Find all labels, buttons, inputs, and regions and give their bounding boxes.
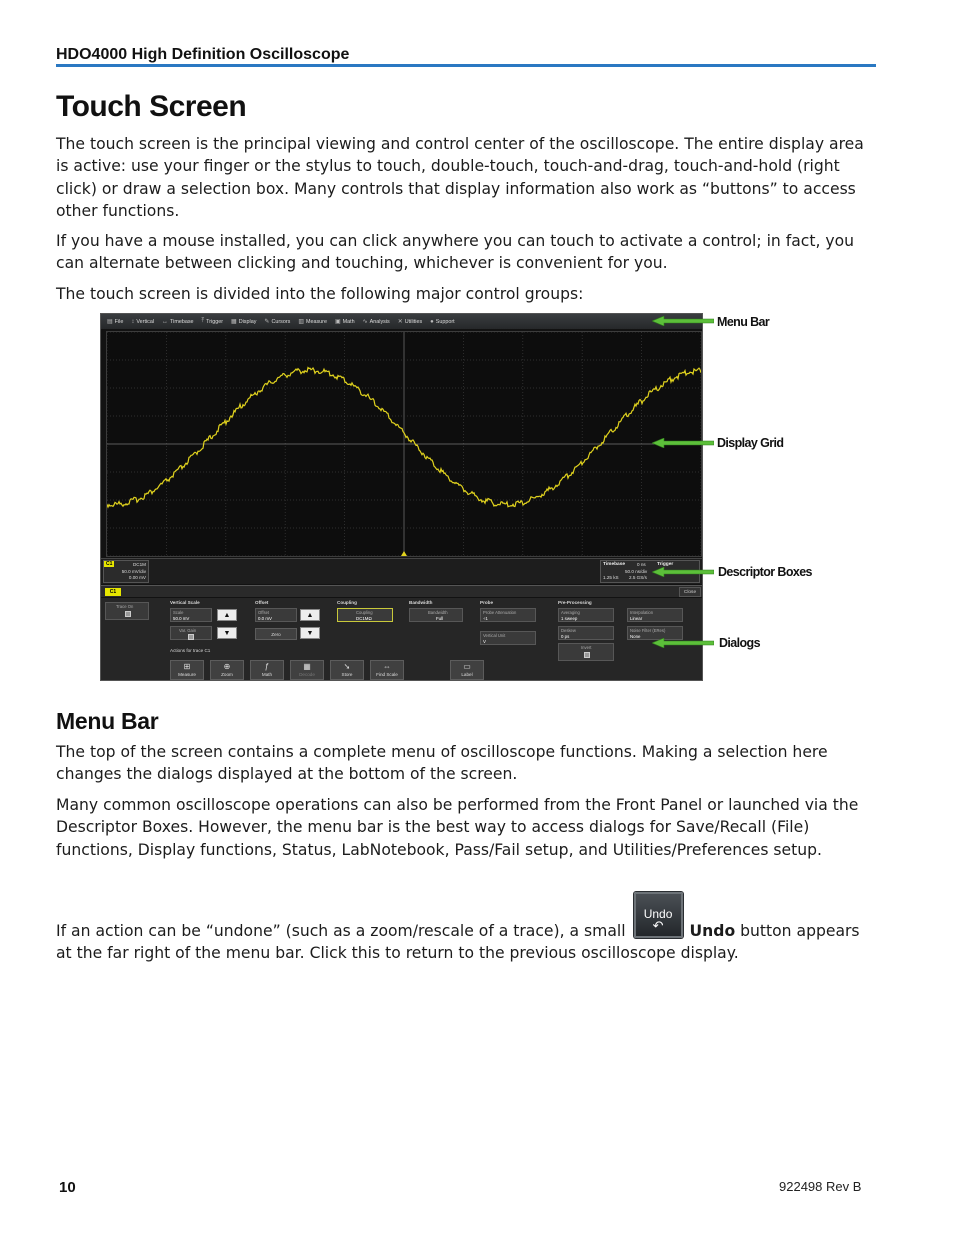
scale-label: Scale (173, 610, 184, 615)
menu-item-label: Utilities (404, 318, 423, 325)
action-find-scale-button[interactable] (370, 660, 404, 680)
callout-arrow-icon (652, 438, 714, 448)
vertical-scale-header: Vertical Scale (170, 600, 200, 605)
trace-on-toggle[interactable] (105, 602, 149, 620)
coupling-label: Coupling (356, 610, 373, 615)
menu-item-file[interactable] (103, 318, 127, 325)
action-store-button[interactable] (330, 660, 364, 680)
action-decode-icon: ▦ (303, 662, 311, 671)
menu-item-utilities[interactable] (394, 318, 426, 325)
offset-down-button[interactable]: ▼ (300, 627, 320, 639)
coupling-value: DC1MΩ (356, 616, 372, 621)
action-measure-button[interactable] (170, 660, 204, 680)
timebase-rate: 2.5 GS/s (629, 575, 647, 580)
c1-tag: C1 (106, 561, 113, 567)
vertical-icon: ↕ (131, 318, 135, 325)
menu-bar-title: Menu Bar (56, 708, 159, 734)
interpolation-value: Linear (630, 616, 643, 621)
vertical-unit-field[interactable] (480, 631, 536, 645)
trace-on-checkbox[interactable] (125, 611, 131, 617)
probe-attenuation-label: Probe Attenuation (483, 610, 517, 615)
dialog-tab-c1[interactable]: C1 (105, 588, 121, 596)
measure-icon: ▥ (298, 319, 304, 325)
action-label: Store (341, 672, 353, 677)
folder-icon: ▤ (107, 319, 113, 325)
menu-item-label: Analysis (369, 318, 390, 325)
menu-bar-paragraph-2: Many common oscilloscope operations can also be performed from the Front Panel or launched via the Descriptor Boxes. However, the menu bar is the best way to access dialogs for Save/Recall (File) functions, Display functions, Status, LabNotebook, Pass/Fail setup, and Utilities/Preferences setup. (56, 796, 859, 859)
menu-item-measure[interactable] (294, 318, 331, 325)
c1-scale: 50.0 mV/div (121, 569, 146, 574)
page-number: 10 (59, 1179, 76, 1196)
probe-header: Probe (480, 600, 494, 605)
menu-item-label: Cursors (271, 318, 291, 325)
trigger-marker-icon (401, 551, 407, 556)
var-gain-label: Var. Gain (179, 628, 197, 633)
intro-paragraph: The touch screen is the principal viewing and control center of the oscilloscope. The entire display area is active: use your finger or the stylus to touch, double-touch, touch-and-drag, touch-and-hold (right click) or draw a selection box. Many controls that display information also work as “buttons” to access other functions. (56, 135, 864, 220)
section-title: Touch Screen (56, 90, 247, 123)
trigger-label: Trigger (657, 562, 674, 567)
coupling-header: Coupling (337, 600, 357, 605)
bandwidth-value: Full (436, 616, 444, 621)
interpolation-label: Interpolation (630, 610, 654, 615)
menu-item-label: Timebase (170, 318, 194, 325)
menu-item-math[interactable] (331, 318, 359, 325)
action-label-icon: ▭ (463, 662, 471, 671)
menu-item-cursors[interactable] (260, 318, 294, 325)
vertical-unit-value: V (483, 639, 486, 644)
invert-label: Invert (581, 645, 592, 650)
invert-toggle[interactable] (558, 643, 614, 661)
utilities-icon: ✕ (397, 319, 403, 325)
timebase-samples: 1.25 kS (603, 575, 619, 580)
c1-descriptor-box[interactable] (103, 560, 149, 583)
preprocessing-header: Pre-Processing (558, 600, 592, 605)
menu-item-analysis[interactable] (359, 318, 394, 325)
action-store-icon: ➘ (343, 662, 351, 671)
groups-paragraph: The touch screen is divided into the following major control groups: (56, 285, 584, 303)
undo-word: Undo (689, 922, 736, 940)
menu-item-label: Vertical (136, 318, 155, 325)
bandwidth-header: Bandwidth (409, 600, 433, 605)
dialog-close-button[interactable]: Close (679, 587, 701, 597)
deskew-field[interactable] (558, 626, 614, 640)
action-zoom-button[interactable] (210, 660, 244, 680)
offset-header: Offset (255, 600, 269, 605)
cursors-icon: ✎ (264, 319, 270, 325)
analysis-icon: ∿ (362, 319, 368, 325)
trigger-icon: ⤒ (201, 318, 205, 324)
deskew-value: 0 ps (561, 634, 570, 639)
bandwidth-label: Bandwidth (428, 610, 448, 615)
menu-item-trigger[interactable] (198, 318, 228, 325)
support-icon: ● (430, 318, 434, 325)
mouse-paragraph: If you have a mouse installed, you can click anywhere you can touch to activate a control; in fact, you can alternate between clicking and touching, whichever is convenient for you. (56, 232, 855, 273)
display-grid (106, 331, 702, 557)
action-decode-button[interactable] (290, 660, 324, 680)
offset-value: 0.0 mV (258, 616, 272, 621)
action-measure-icon: ⊞ (183, 662, 191, 671)
var-gain-toggle[interactable] (170, 626, 212, 640)
scale-field[interactable] (170, 608, 212, 622)
callout-display-grid: Display Grid (717, 436, 784, 450)
scale-down-button[interactable]: ▼ (217, 627, 237, 639)
trace-on-label: Trace On (116, 604, 134, 609)
waveform-grid-svg (107, 332, 701, 556)
offset-up-button[interactable]: ▲ (300, 609, 320, 621)
menu-bar-paragraph-1: The top of the screen contains a complete menu of oscilloscope functions. Making a selection here changes the dialogs displayed at the bottom of the screen. (56, 743, 828, 784)
noise-filter-value: None (630, 634, 641, 639)
undo-arrow-icon: ↶ (652, 919, 664, 934)
menu-bar (101, 314, 703, 329)
action-label-button[interactable] (450, 660, 484, 680)
header-title: HDO4000 High Definition Oscilloscope (56, 46, 350, 63)
scale-up-button[interactable]: ▲ (217, 609, 237, 621)
callout-dialogs: Dialogs (719, 636, 760, 650)
callout-arrow-icon (652, 638, 714, 648)
coupling-field[interactable] (337, 608, 393, 622)
menu-item-vertical[interactable] (127, 319, 158, 325)
menu-item-label: Math (342, 318, 355, 325)
probe-attenuation-value: ÷1 (483, 616, 488, 621)
callout-menu-bar: Menu Bar (717, 315, 770, 329)
display-icon: ▦ (231, 319, 237, 325)
page-header (56, 45, 876, 67)
bandwidth-field[interactable] (409, 608, 463, 622)
menu-item-display[interactable] (227, 318, 260, 325)
action-math-icon: ƒ (264, 662, 270, 671)
undo-text-after: button appears at the far right of the menu bar. Click this to return to the previous oscilloscope display. (56, 922, 860, 963)
menu-item-label: Trigger (206, 318, 224, 325)
action-label: Find Scale (376, 672, 398, 677)
undo-button-label: Undo (643, 907, 673, 921)
action-label: Measure (178, 672, 196, 677)
var-gain-checkbox[interactable] (188, 634, 194, 640)
averaging-value: 1 sweep (561, 616, 578, 621)
menu-item-label: File (114, 318, 124, 325)
undo-button (634, 892, 683, 938)
averaging-field[interactable] (558, 608, 614, 622)
action-label: Label (461, 672, 473, 677)
oscilloscope-screenshot (100, 313, 703, 681)
vertical-unit-label: Vertical Unit (483, 633, 506, 638)
callout-arrow-icon (652, 567, 714, 577)
interpolation-field[interactable] (627, 608, 683, 622)
action-math-button[interactable] (250, 660, 284, 680)
action-label: Zoom (221, 672, 233, 677)
math-icon: ▣ (334, 319, 341, 325)
timebase-icon: ↔ (162, 318, 169, 325)
probe-attenuation-field[interactable] (480, 608, 536, 622)
c1-coupling: DC1M (132, 562, 146, 567)
timebase-label: Timebase (603, 562, 626, 567)
offset-label: Offset (258, 610, 270, 615)
averaging-label: Averaging (561, 610, 580, 615)
undo-text-before: If an action can be “undone” (such as a zoom/rescale of a trace), a small (56, 922, 626, 940)
dialog-panel (101, 598, 703, 681)
action-zoom-icon: ⊕ (223, 662, 231, 671)
menu-bar-paragraph-3 (56, 896, 878, 965)
invert-checkbox[interactable] (584, 652, 590, 658)
descriptor-row (101, 558, 703, 584)
timebase-tdiv: 50.0 ns/div (625, 569, 648, 574)
callout-descriptor-boxes: Descriptor Boxes (718, 565, 812, 579)
menu-item-timebase[interactable] (158, 319, 197, 325)
menu-item-label: Measure (305, 318, 327, 325)
dialog-tab-bar (101, 585, 703, 597)
action-find-scale-icon: ⇔ (383, 662, 391, 671)
zero-button[interactable]: Zero (255, 628, 297, 640)
scale-value: 50.0 mV (173, 616, 190, 621)
action-label: Decode (299, 672, 315, 677)
offset-field[interactable] (255, 608, 297, 622)
menu-item-label: Display (238, 318, 257, 325)
menu-item-support[interactable] (426, 319, 459, 325)
c1-offset: 0.00 mV (128, 575, 146, 580)
action-label: Math (261, 672, 273, 677)
callout-arrow-icon (652, 316, 714, 326)
actions-label: Actions for trace C1 (170, 648, 211, 653)
noise-filter-label: Noise Filter (ERes) (630, 628, 666, 633)
deskew-label: Deskew (561, 628, 576, 633)
menu-item-label: Support (435, 318, 455, 325)
document-revision: 922498 Rev B (779, 1179, 862, 1194)
timebase-delay: 0 ns (637, 562, 646, 567)
